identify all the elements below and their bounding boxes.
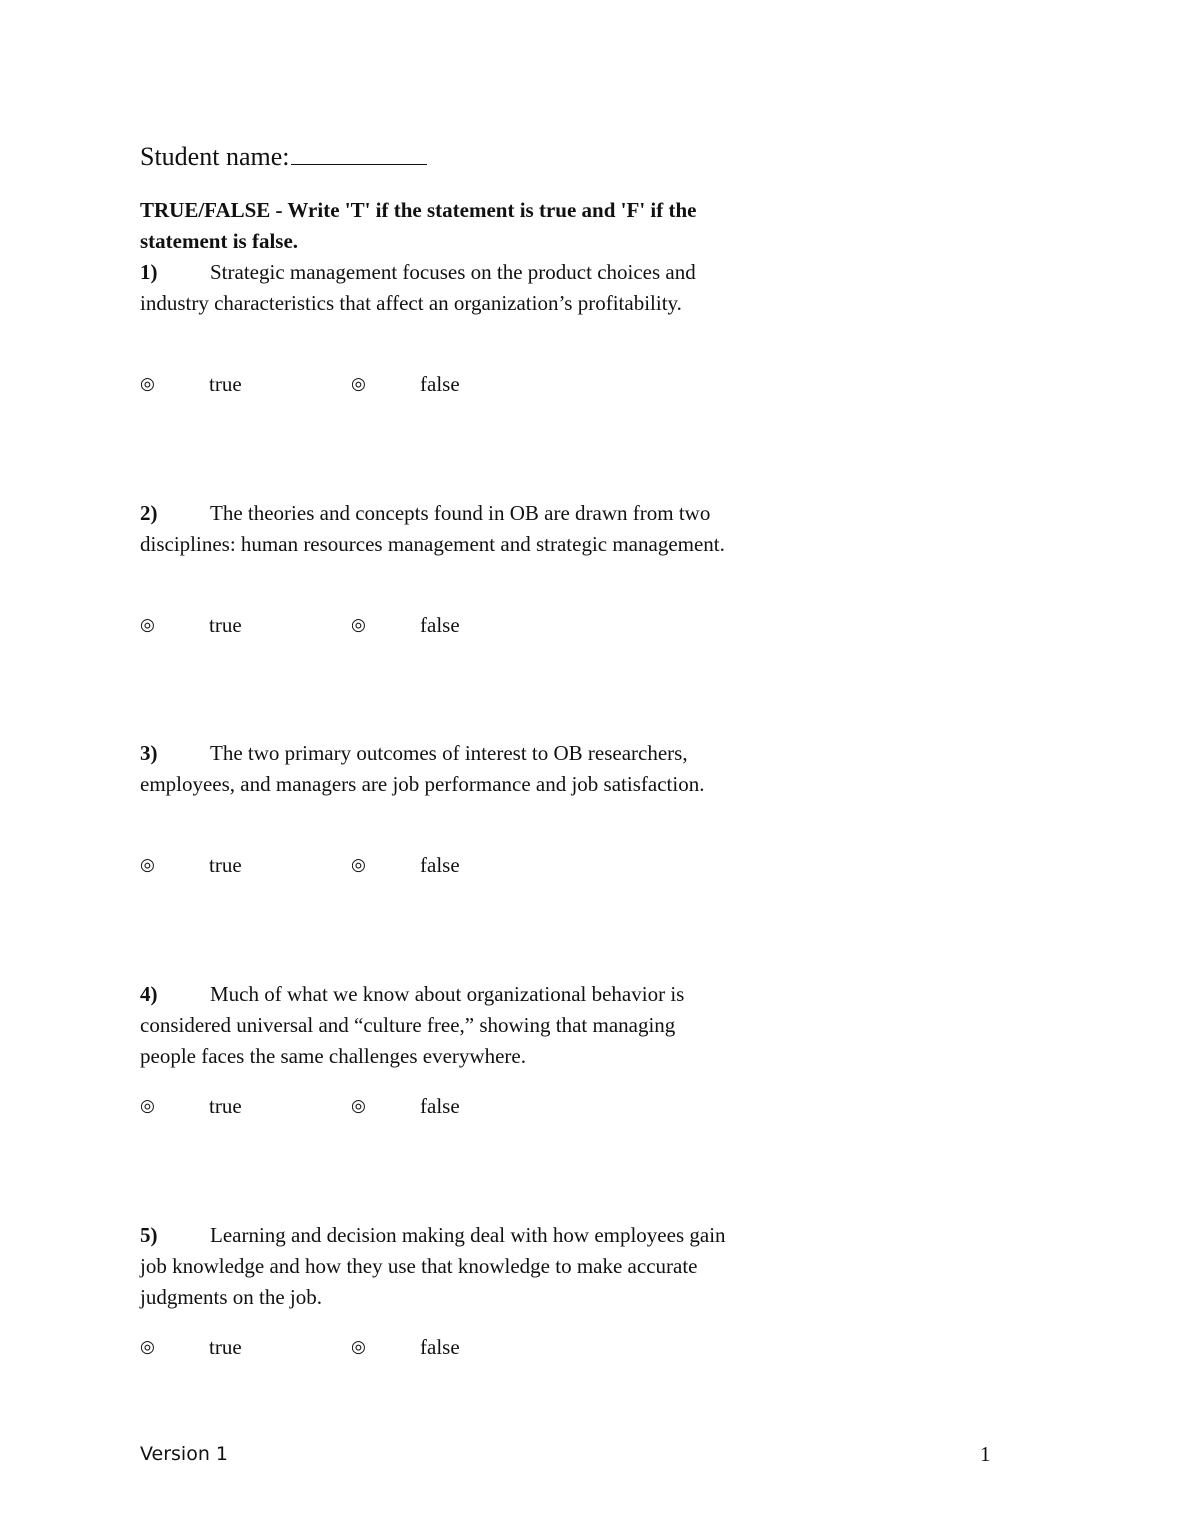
student-name-blank[interactable] xyxy=(291,142,427,165)
question-5-options xyxy=(140,1332,540,1362)
question-5 xyxy=(140,1220,730,1313)
question-2-options xyxy=(140,610,540,640)
question-text: The theories and concepts found in OB are drawn from two disciplines: human resources management and strategic management. xyxy=(140,501,725,556)
option-false-label[interactable]: false xyxy=(420,1335,460,1359)
option-true-label[interactable]: true xyxy=(209,372,242,396)
question-text: Much of what we know about organizational behavior is considered universal and “culture free,” showing that managing people faces the same challenges everywhere. xyxy=(140,982,685,1068)
option-true-label[interactable]: true xyxy=(209,1094,242,1118)
bullseye-radio-icon[interactable]: ◎ xyxy=(140,855,155,874)
bullseye-radio-icon[interactable]: ◎ xyxy=(140,374,155,393)
bullseye-radio-icon[interactable]: ◎ xyxy=(351,1337,366,1356)
footer-version: Version 1 xyxy=(140,1443,228,1465)
bullseye-radio-icon[interactable]: ◎ xyxy=(351,1096,366,1115)
bullseye-radio-icon[interactable]: ◎ xyxy=(351,374,366,393)
question-3 xyxy=(140,738,730,800)
student-name-label: Student name: xyxy=(140,142,290,171)
option-false-label[interactable]: false xyxy=(420,613,460,637)
bullseye-radio-icon[interactable]: ◎ xyxy=(140,1337,155,1356)
bullseye-radio-icon[interactable]: ◎ xyxy=(140,615,155,634)
question-text: The two primary outcomes of interest to OB researchers, employees, and managers are job performance and job satisfaction. xyxy=(140,741,705,796)
bullseye-radio-icon[interactable]: ◎ xyxy=(140,1096,155,1115)
question-2 xyxy=(140,498,730,560)
option-true-label[interactable]: true xyxy=(209,1335,242,1359)
question-number: 3) xyxy=(140,741,158,765)
question-1-options xyxy=(140,369,540,399)
question-1 xyxy=(140,257,730,319)
bullseye-radio-icon[interactable]: ◎ xyxy=(351,615,366,634)
option-true-label[interactable]: true xyxy=(209,853,242,877)
question-text: Learning and decision making deal with how employees gain job knowledge and how they use that knowledge to make accurate judgments on the job. xyxy=(140,1223,726,1309)
page-number: 1 xyxy=(980,1442,991,1466)
option-false-label[interactable]: false xyxy=(420,372,460,396)
bullseye-radio-icon[interactable]: ◎ xyxy=(351,855,366,874)
question-number: 1) xyxy=(140,260,158,284)
question-3-options xyxy=(140,850,540,880)
question-number: 4) xyxy=(140,982,158,1006)
question-text: Strategic management focuses on the product choices and industry characteristics that affect an organization’s profitability. xyxy=(140,260,696,315)
question-number: 5) xyxy=(140,1223,158,1247)
option-false-label[interactable]: false xyxy=(420,853,460,877)
option-false-label[interactable]: false xyxy=(420,1094,460,1118)
question-4-options xyxy=(140,1091,540,1121)
instructions: TRUE/FALSE - Write 'T' if the statement is true and 'F' if the statement is false. xyxy=(140,198,697,253)
option-true-label[interactable]: true xyxy=(209,613,242,637)
student-name-line xyxy=(140,140,427,174)
question-4 xyxy=(140,979,730,1072)
question-number: 2) xyxy=(140,501,158,525)
